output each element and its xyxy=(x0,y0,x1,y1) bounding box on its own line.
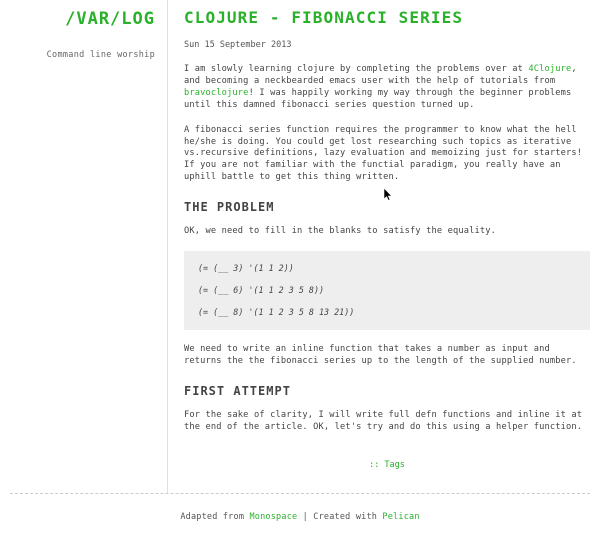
heading-the-problem: THE PROBLEM xyxy=(184,200,275,215)
tags-link[interactable]: :: Tags xyxy=(369,459,405,470)
post-date: Sun 15 September 2013 xyxy=(184,40,292,50)
footer-divider xyxy=(10,493,590,494)
paragraph-background: A fibonacci series function requires the programmer to know what the hell he/she is doing. You could get lost researching such topics as iterative vs.recursive definitions, lazy evaluation and memoizing just for starters! If you are not familiar with the functial paradigm, you really have an uphill battle to get this thing written. xyxy=(184,124,583,183)
paragraph-first-attempt: For the sake of clarity, I will write full defn functions and inline it at the end of the article. OK, let's try and do this using a helper function. xyxy=(184,409,583,432)
sidebar xyxy=(0,0,168,493)
link-4clojure[interactable]: 4Clojure xyxy=(528,64,572,74)
paragraph-intro-part1: I am slowly learning clojure by completing the problems over at xyxy=(184,64,529,74)
code-line: (= (__ 8) '(1 1 2 3 5 8 13 21)) xyxy=(198,307,355,318)
code-block-equalities xyxy=(184,251,590,330)
footer-prefix: Adapted from xyxy=(180,512,250,522)
paragraph-intro-part3: ! I was happily working my way through the beginner problems until this damned fibonacci series question turned up. xyxy=(184,87,572,110)
post-title-link[interactable]: CLOJURE - FIBONACCI SERIES xyxy=(184,8,464,27)
link-bravoclojure[interactable]: bravoclojure xyxy=(184,87,249,98)
footer-middle: | Created with xyxy=(297,512,383,522)
post-title xyxy=(184,8,590,28)
site-title-link[interactable]: /VAR/LOG xyxy=(65,9,155,29)
paragraph-intro-part2: , and becoming a neckbearded emacs user with the help of tutorials from xyxy=(184,64,577,86)
heading-first-attempt: FIRST ATTEMPT xyxy=(184,383,291,398)
link-monospace[interactable]: Monospace xyxy=(249,512,298,522)
tags-row xyxy=(184,460,590,470)
site-title xyxy=(0,8,167,30)
code-line: (= (__ 3) '(1 1 2)) xyxy=(198,263,294,274)
code-line: (= (__ 6) '(1 1 2 3 5 8)) xyxy=(198,285,325,296)
site-tagline: Command line worship xyxy=(46,50,155,60)
paragraph-requirements: We need to write an inline function that takes a number as input and returns the the fibonacci series up to the length of the supplied number. xyxy=(184,344,577,366)
link-pelican[interactable]: Pelican xyxy=(382,512,420,522)
paragraph-intro xyxy=(184,64,590,112)
article-content xyxy=(184,0,590,470)
paragraph-problem-intro: OK, we need to fill in the blanks to satisfy the equality. xyxy=(184,226,497,237)
footer xyxy=(0,512,600,522)
